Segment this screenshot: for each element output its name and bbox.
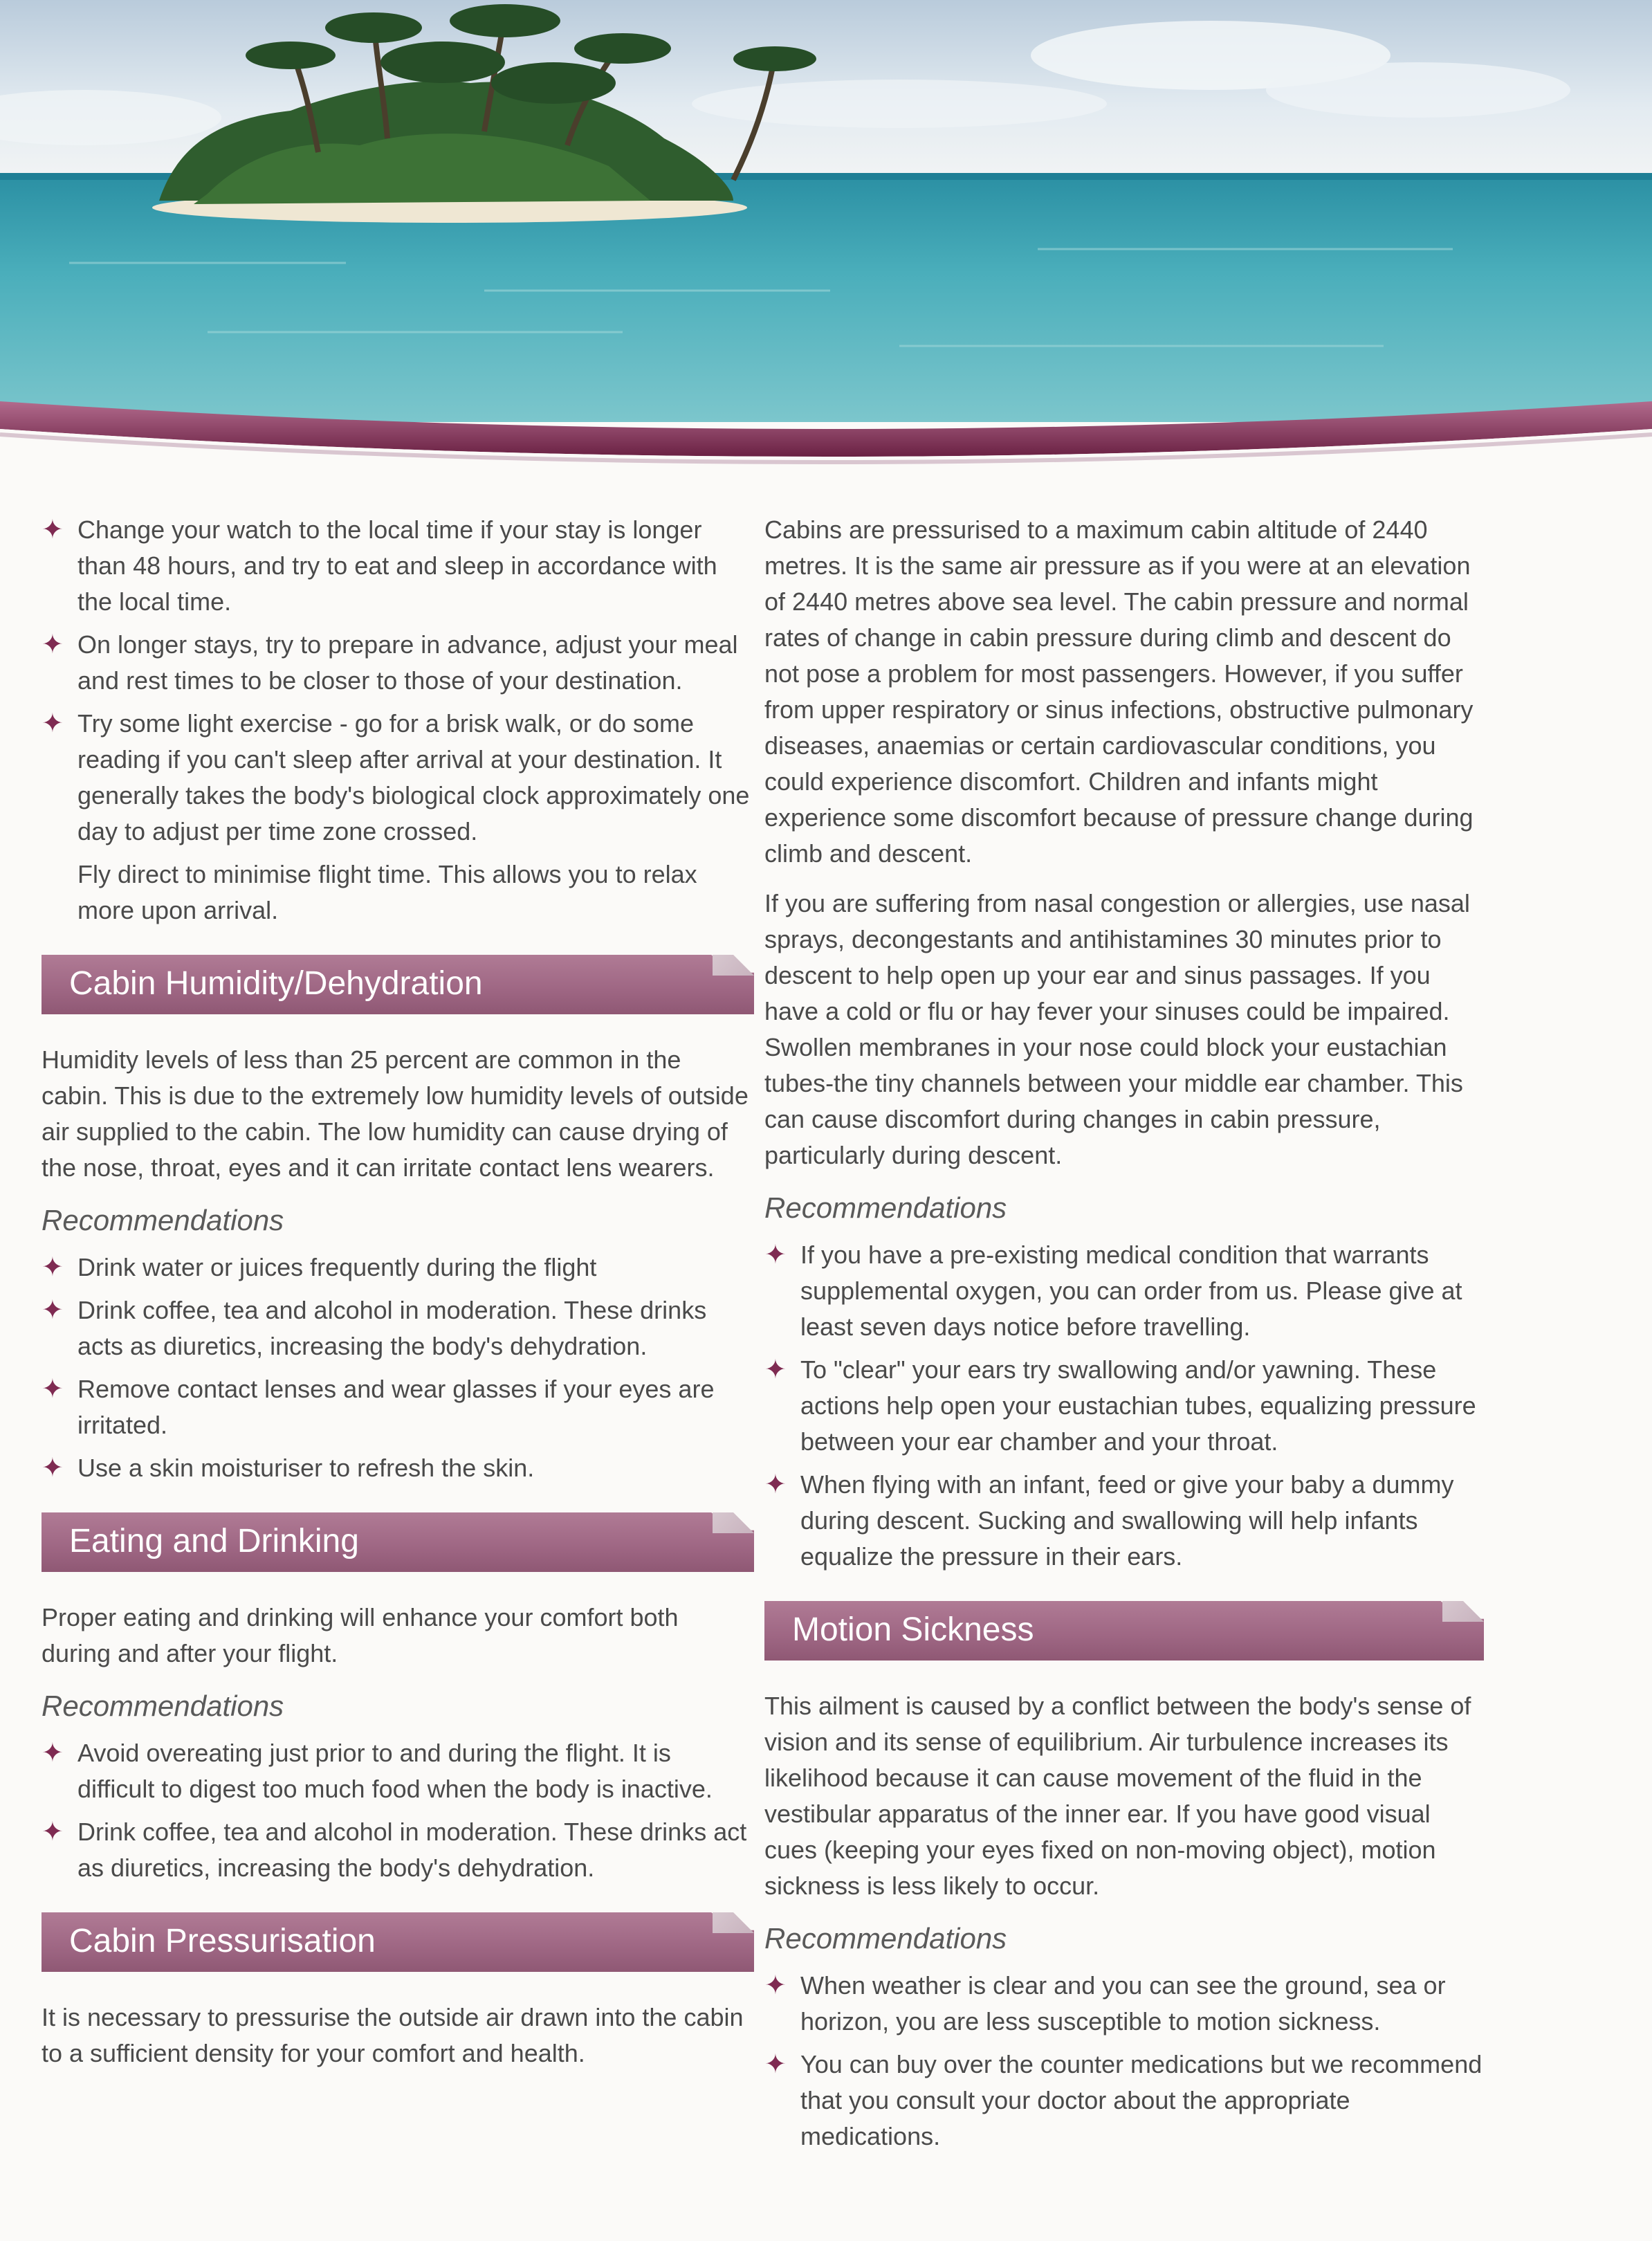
bullet-star-icon: ✦ — [42, 1454, 64, 1483]
bullet-star-icon: ✦ — [42, 630, 64, 659]
bullet-star-icon: ✦ — [42, 1739, 64, 1768]
bullet-star-icon: ✦ — [764, 1971, 787, 2000]
list-item: ✦ Use a skin moisturiser to refresh the skin. — [42, 1450, 754, 1486]
list-item: ✦ Change your watch to the local time if your stay is longer than 48 hours, and try to eat and sleep in accordance with the local time. — [42, 512, 754, 620]
list-item: ✦ On longer stays, try to prepare in advance, adjust your meal and rest times to be closer to those of your destination. — [42, 627, 754, 699]
eating-bullet-list — [42, 1735, 754, 1886]
list-item: ✦ Drink coffee, tea and alcohol in moderation. These drinks act as diuretics, increasing the body's dehydration. — [42, 1814, 754, 1886]
list-item: ✦ To "clear" your ears try swallowing and/or yawning. These actions help open your eustachian tubes, equalizing pressure between your ear chamber and your throat. — [764, 1352, 1484, 1460]
recommendations-heading: Recommendations — [764, 1191, 1007, 1224]
pressurisation-body: It is necessary to pressurise the outside air drawn into the cabin to a sufficient density for your comfort and health. — [42, 2003, 744, 2067]
left-column — [42, 512, 754, 2071]
bullet-star-icon: ✦ — [42, 515, 64, 545]
section-title: Eating and Drinking — [69, 1523, 359, 1559]
bullet-star-icon: ✦ — [764, 1470, 787, 1499]
section-banner-humidity — [42, 955, 754, 1014]
bullet-star-icon: ✦ — [42, 1296, 64, 1325]
bullet-star-icon: ✦ — [42, 1375, 64, 1404]
bullet-star-icon: ✦ — [42, 709, 64, 738]
list-item: ✦ If you have a pre-existing medical condition that warrants supplemental oxygen, you can order from us. Please give at least seven days notice before travelling. — [764, 1237, 1484, 1345]
list-item: ✦ Drink water or juices frequently during the flight — [42, 1250, 754, 1286]
list-item: ✦ You can buy over the counter medications but we recommend that you consult your doctor about the appropriate medications. — [764, 2047, 1484, 2155]
eating-body: Proper eating and drinking will enhance your comfort both during and after your flight. — [42, 1603, 679, 1667]
recommendations-heading: Recommendations — [764, 1922, 1007, 1955]
bullet-star-icon: ✦ — [42, 1253, 64, 1282]
recommendations-heading: Recommendations — [42, 1690, 284, 1722]
bullet-star-icon: ✦ — [764, 1241, 787, 1270]
section-title: Cabin Humidity/Dehydration — [69, 965, 483, 1002]
hero-illustration — [0, 0, 1652, 470]
intro-extra-text: Fly direct to minimise flight time. This allows you to relax more upon arrival. — [77, 860, 697, 924]
motion-bullet-list — [764, 1968, 1484, 2155]
list-item: ✦ When weather is clear and you can see the ground, sea or horizon, you are less susceptible to motion sickness. — [764, 1968, 1484, 2040]
hero-island-image — [0, 0, 1652, 470]
humidity-body: Humidity levels of less than 25 percent are common in the cabin. This is due to the extremely low humidity levels of outside air supplied to the cabin. The low humidity can cause drying of the nose, throat, eyes and it can irritate contact lens wearers. — [42, 1045, 749, 1182]
pressure-bullet-list — [764, 1237, 1484, 1575]
list-item: ✦ When flying with an infant, feed or give your baby a dummy during descent. Sucking and swallowing will help infants equalize the pressure in their ears. — [764, 1467, 1484, 1575]
list-item: ✦ Avoid overeating just prior to and during the flight. It is difficult to digest too much food when the body is inactive. — [42, 1735, 754, 1807]
section-banner-pressurisation — [42, 1912, 754, 1972]
list-item: ✦ Drink coffee, tea and alcohol in moderation. These drinks acts as diuretics, increasing the body's dehydration. — [42, 1292, 754, 1364]
pressure-paragraph-2: If you are suffering from nasal congestion or allergies, use nasal sprays, decongestants and antihistamines 30 minutes prior to descent to help open up your ear and sinus passages. If you have a cold or flu or hay fever your sinuses could be impaired. Swollen membranes in your nose could block your eustachian tubes-the tiny channels between your middle ear chamber. This can cause discomfort during changes in cabin pressure, particularly during descent. — [764, 889, 1470, 1169]
bullet-star-icon: ✦ — [764, 1355, 787, 1384]
section-title: Cabin Pressurisation — [69, 1923, 376, 1959]
humidity-bullet-list — [42, 1250, 754, 1486]
right-column — [764, 512, 1484, 2161]
intro-bullet-list — [42, 512, 754, 850]
section-banner-eating — [42, 1512, 754, 1572]
motion-body: This ailment is caused by a conflict between the body's sense of vision and its sense of equilibrium. Air turbulence increases its likelihood because it can cause movement of the fluid in the vestibular apparatus of the inner ear. If you have good visual cues (keeping your eyes fixed on non-moving object), motion sickness is less likely to occur. — [764, 1692, 1471, 1900]
bullet-star-icon: ✦ — [42, 1818, 64, 1847]
pressure-paragraph-1: Cabins are pressurised to a maximum cabin altitude of 2440 metres. It is the same air pressure as if you were at an elevation of 2440 metres above sea level. The cabin pressure and normal rates of change in cabin pressure during climb and descent do not pose a problem for most passengers. However, if you suffer from upper respiratory or sinus infections, obstructive pulmonary diseases, anaemias or certain cardiovascular conditions, you could experience discomfort. Children and infants might experience some discomfort because of pressure change during climb and descent. — [764, 515, 1474, 868]
list-item: ✦ Remove contact lenses and wear glasses if your eyes are irritated. — [42, 1371, 754, 1443]
section-title: Motion Sickness — [792, 1611, 1034, 1648]
recommendations-heading: Recommendations — [42, 1204, 284, 1236]
section-banner-motion — [764, 1601, 1484, 1661]
list-item: ✦ Try some light exercise - go for a brisk walk, or do some reading if you can't sleep after arrival at your destination. It generally takes the body's biological clock approximately one day to adjust per time zone crossed. — [42, 706, 754, 850]
bullet-star-icon: ✦ — [764, 2050, 787, 2079]
